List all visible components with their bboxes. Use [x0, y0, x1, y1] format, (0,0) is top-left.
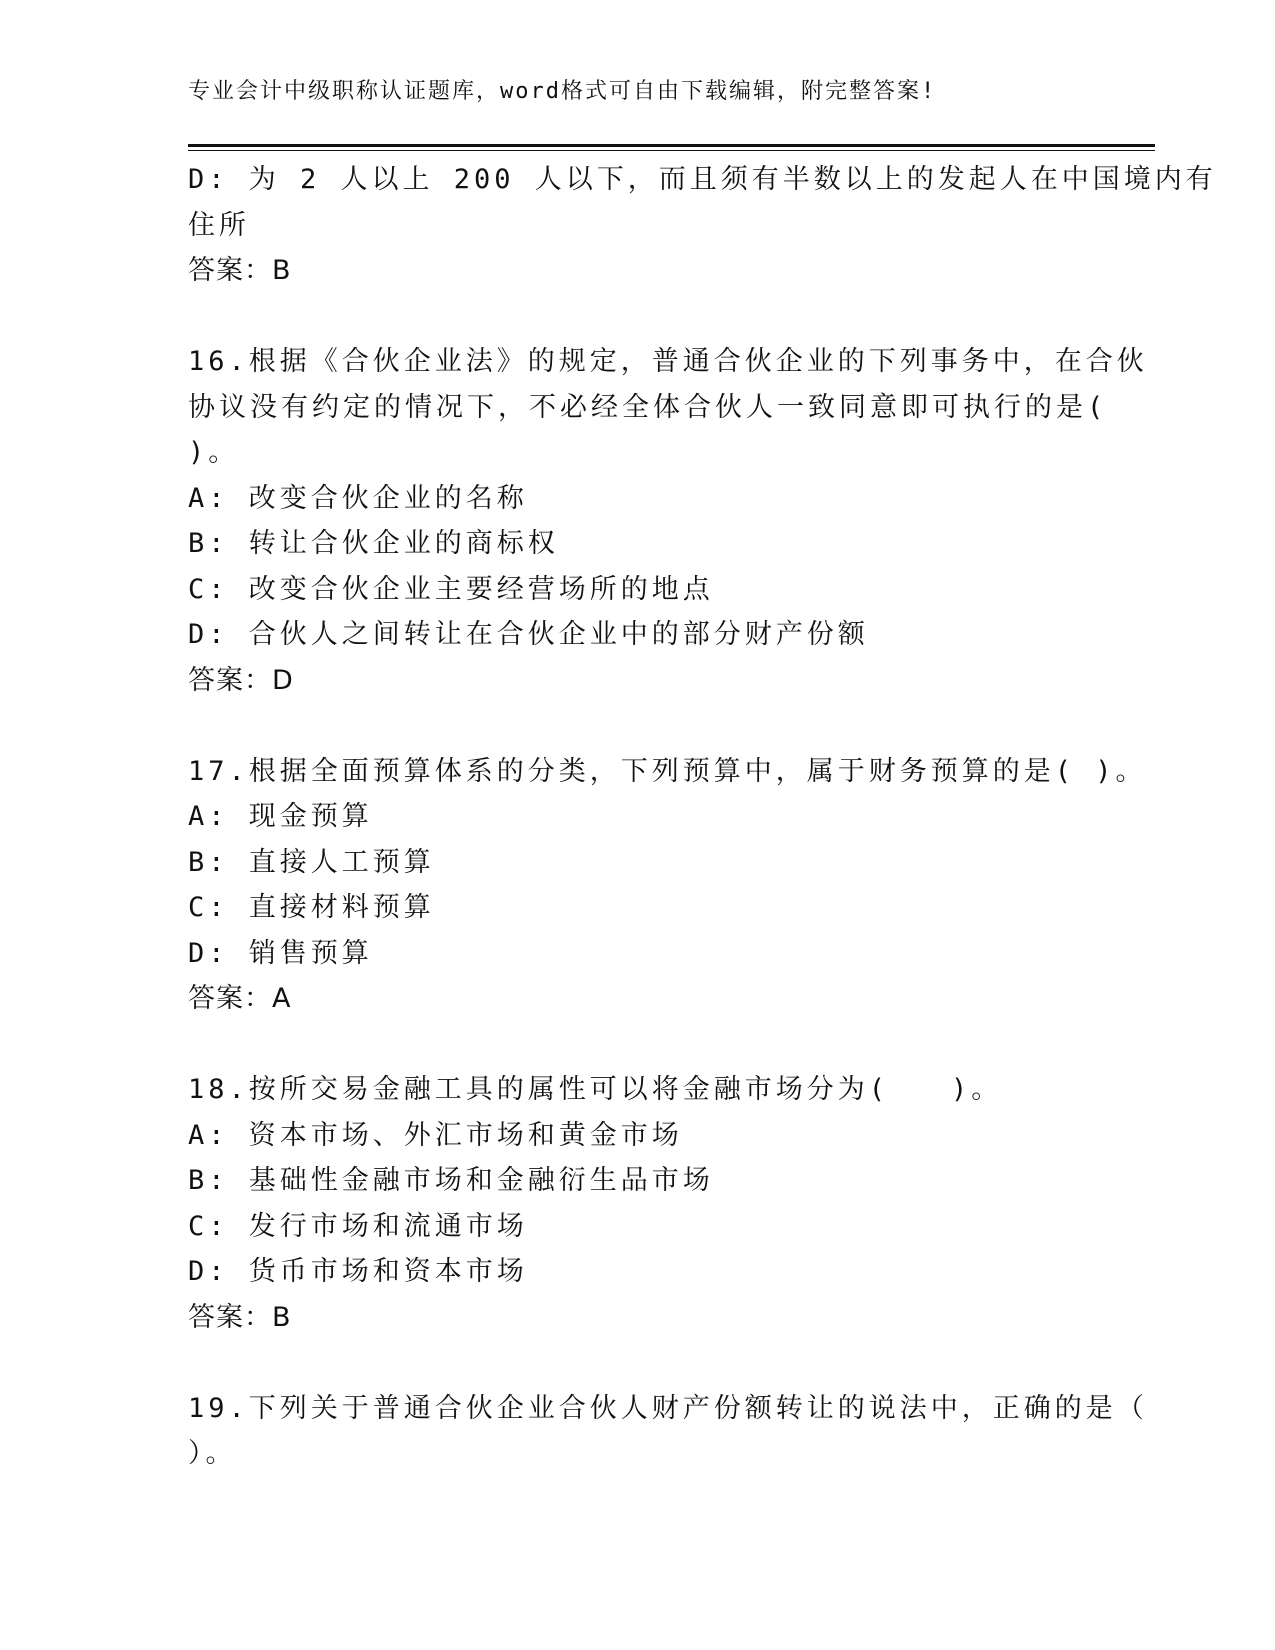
paragraph-gap — [188, 1022, 1088, 1068]
page-header: 专业会计中级职称认证题库，word格式可自由下载编辑，附完整答案! — [188, 79, 937, 104]
text-line: 住所 — [188, 209, 250, 241]
text-line: B: 基础性金融市场和金融衍生品市场 — [188, 1165, 714, 1196]
text-line: 19.下列关于普通合伙企业合伙人财产份额转让的说法中，正确的是（ — [188, 1392, 1148, 1424]
text-line: D: 销售预算 — [188, 937, 373, 969]
text-line: A: 资本市场、外汇市场和黄金市场 — [188, 1119, 683, 1151]
text-line: B: 转让合伙企业的商标权 — [188, 528, 559, 559]
text-line: 17.根据全面预算体系的分类，下列预算中，属于财务预算的是( )。 — [188, 755, 1147, 787]
text-line: A: 现金预算 — [188, 801, 373, 832]
answer-line: 答案：A — [188, 983, 292, 1014]
text-line: B: 直接人工预算 — [188, 846, 435, 878]
text-line: ）。 — [188, 1438, 237, 1469]
text-line: D: 货币市场和资本市场 — [188, 1256, 528, 1287]
header-rule-thick — [188, 144, 1155, 147]
paragraph-gap — [188, 703, 1088, 749]
paragraph-gap — [188, 1340, 1088, 1386]
text-line: C: 发行市场和流通市场 — [188, 1210, 528, 1242]
header-rule-thin — [188, 150, 1155, 151]
text-line: 协议没有约定的情况下，不必经全体合伙人一致同意即可执行的是( — [188, 391, 1108, 423]
paragraph-gap — [188, 294, 1088, 340]
text-line: C: 改变合伙企业主要经营场所的地点 — [188, 573, 714, 605]
text-line: )。 — [188, 437, 240, 468]
text-line: D: 为 2 人以上 200 人以下，而且须有半数以上的发起人在中国境内有 — [188, 164, 1217, 195]
answer-line: 答案：B — [188, 255, 292, 286]
text-line: 16.根据《合伙企业法》的规定，普通合伙企业的下列事务中，在合伙 — [188, 346, 1148, 377]
answer-line: 答案：B — [188, 1301, 292, 1333]
text-line: 18.按所交易金融工具的属性可以将金融市场分为( )。 — [188, 1074, 1003, 1105]
answer-line: 答案：D — [188, 664, 294, 696]
document-body — [188, 157, 1217, 1477]
text-line: C: 直接材料预算 — [188, 892, 435, 923]
text-line: A: 改变合伙企业的名称 — [188, 482, 528, 514]
text-line: D: 合伙人之间转让在合伙企业中的部分财产份额 — [188, 619, 869, 650]
